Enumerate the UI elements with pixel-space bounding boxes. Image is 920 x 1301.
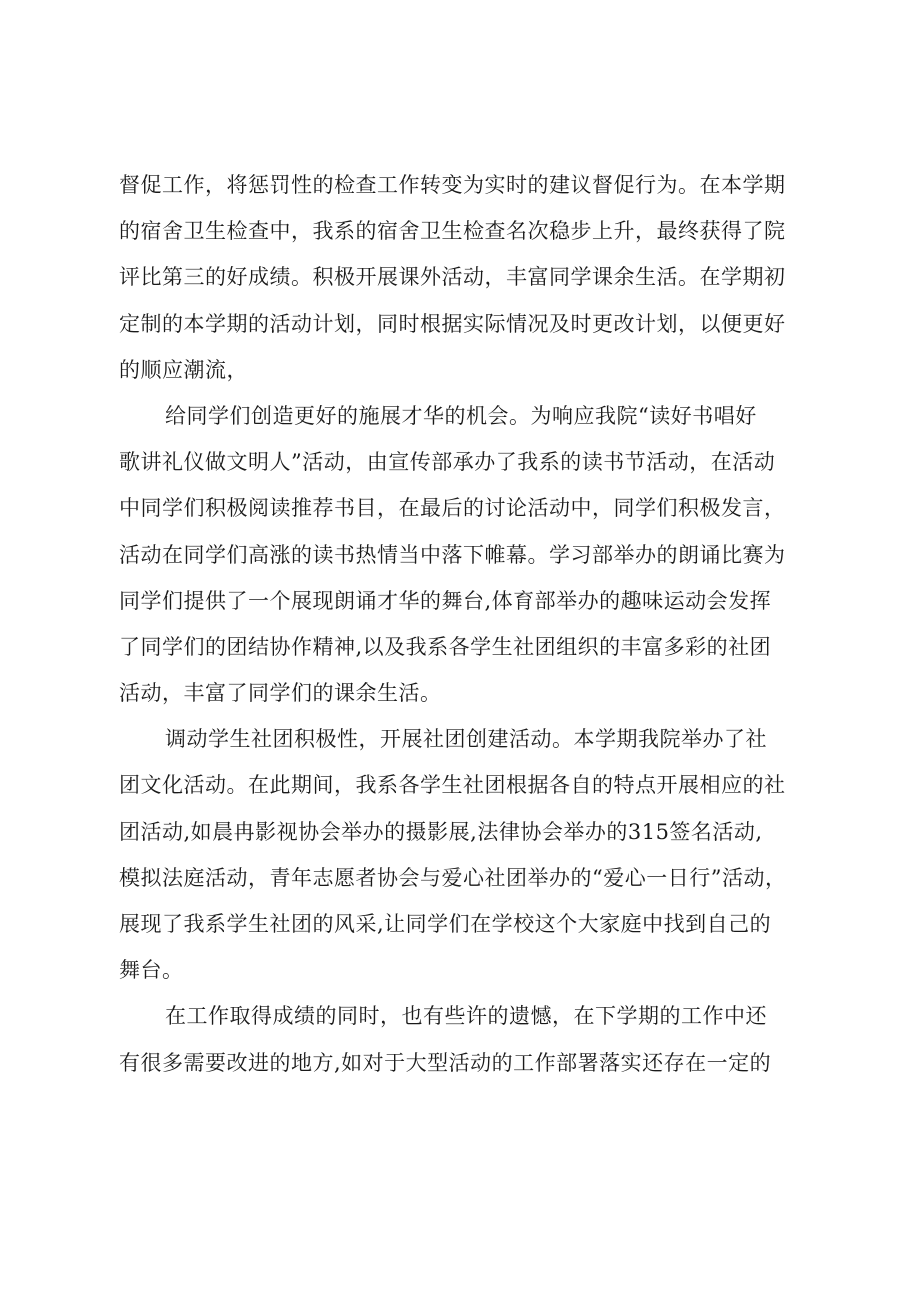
text-line: 评比第三的好成绩。积极开展课外活动，丰富同学课余生活。在学期初 — [119, 265, 786, 290]
text-line: 了同学们的团结协作精神,以及我系各学生社团组织的丰富多彩的社团 — [119, 634, 772, 659]
text-line: 展现了我系学生社团的风采,让同学们在学校这个大家庭中找到自己的 — [119, 912, 772, 936]
text-line: 舞台。 — [119, 958, 184, 983]
text-line: 歌讲礼仪做文明人”活动，由宣传部承办了我系的读书节活动，在活动 — [119, 450, 776, 475]
text-line: 的顺应潮流， — [119, 357, 248, 382]
text-line: 团活动,如晨冉影视协会举办的摄影展,法律协会举办的315签名活动, — [119, 819, 763, 844]
text-line: 的宿舍卫生检查中，我系的宿舍卫生检查名次稳步上升，最终获得了院 — [119, 219, 786, 244]
text-line: 有很多需要改进的地方,如对于大型活动的工作部署落实还存在一定的 — [119, 1050, 772, 1075]
document-body — [119, 162, 829, 1086]
text-line: 中同学们积极阅读推荐书目，在最后的讨论活动中，同学们积极发言， — [119, 496, 786, 521]
text-line: 团文化活动。在此期间，我系各学生社团根据各自的特点开展相应的社 — [119, 773, 786, 798]
paragraph-first-line: 在工作取得成绩的同时，也有些许的遗憾，在下学期的工作中还 — [165, 1004, 767, 1029]
text-line: 定制的本学期的活动计划，同时根据实际情况及时更改计划，以便更好 — [119, 311, 786, 336]
paragraph-first-line: 调动学生社团积极性，开展社团创建活动。本学期我院举办了社 — [165, 727, 767, 752]
text-line: 督促工作，将惩罚性的检查工作转变为实时的建议督促行为。在本学期 — [119, 173, 786, 197]
paragraph-first-line: 给同学们创造更好的施展才华的机会。为响应我院“读好书唱好 — [165, 403, 757, 428]
text-line: 同学们提供了一个展现朗诵才华的舞台,体育部举办的趣味运动会发挥 — [119, 588, 772, 613]
text-line: 活动在同学们高涨的读书热情当中落下帷幕。学习部举办的朗诵比赛为 — [119, 542, 786, 567]
text-line: 活动，丰富了同学们的课余生活。 — [119, 681, 442, 706]
text-line: 模拟法庭活动，青年志愿者协会与爱心社团举办的“爱心一日行”活动， — [119, 865, 787, 890]
